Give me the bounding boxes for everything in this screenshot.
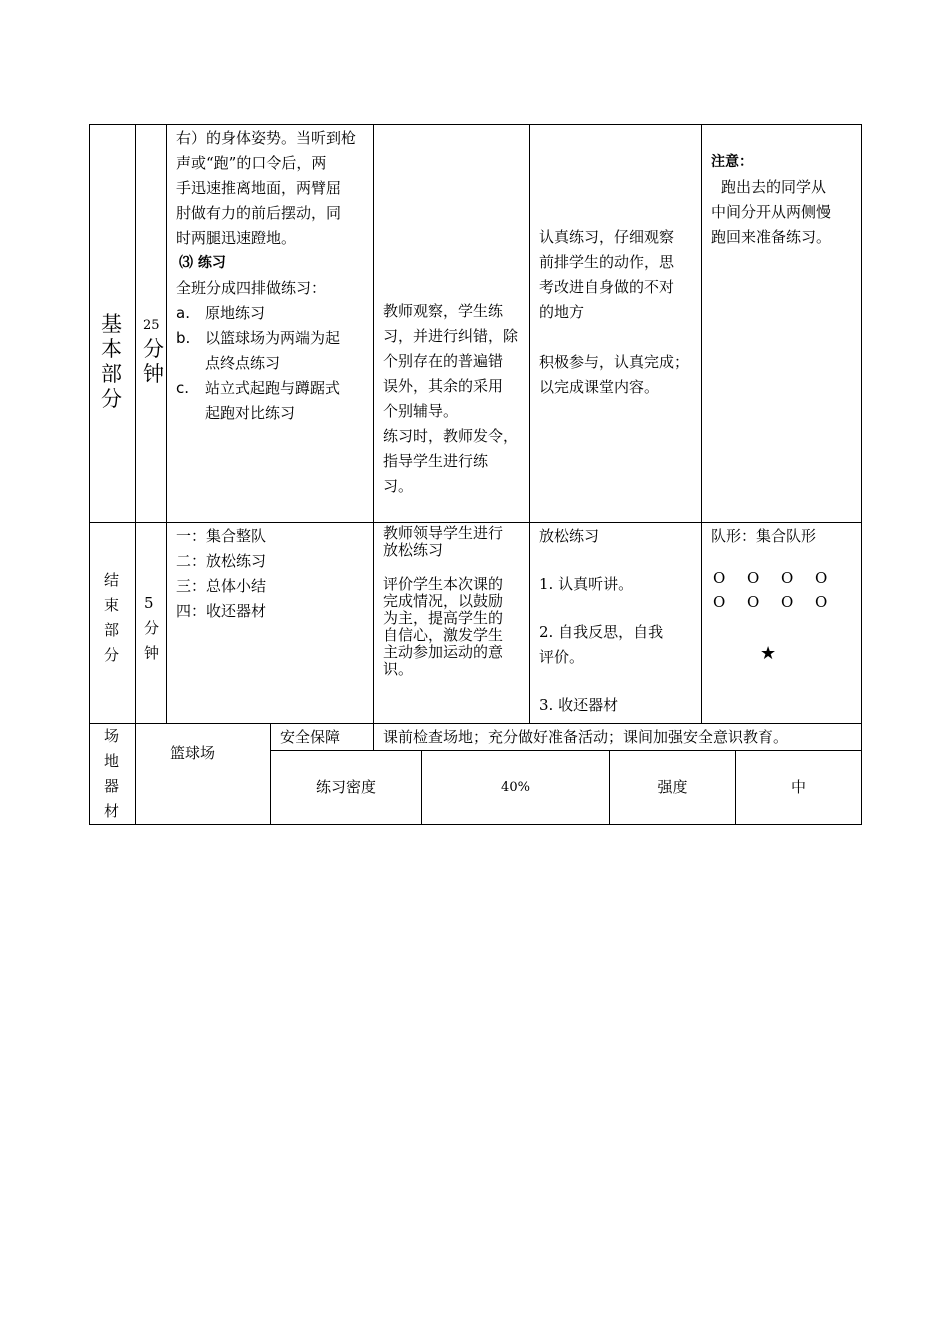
item-text: 点终点练习 [205,354,281,372]
label-char: 结 [104,571,120,589]
student-line: 1. 认真听讲。 [539,575,634,593]
content-line: 右）的身体姿势。当听到枪 [176,129,357,147]
practice-item-b [176,326,356,351]
teacher-line: 教师观察，学生练 [383,302,504,320]
intensity-value: 中 [790,778,806,796]
item-marker: a. [176,304,190,322]
intensity-label: 强度 [657,778,688,796]
venue-divider-place [270,723,271,825]
teacher-line: 教师领导学生进行 [383,524,504,542]
venue-section-label [104,724,119,824]
basic-teacher-activity [383,299,518,499]
content-line: 时两腿迅速蹬地。 [176,229,297,247]
label-char: 部 [104,621,120,639]
teacher-line: 为主，提高学生的 [383,609,504,627]
student-line: 认真练习，仔细观察 [539,228,675,246]
label-char: 部 [101,362,122,386]
item-text: 以篮球场为两端为起 [205,329,341,347]
student-marker: O [815,569,828,587]
teacher-star-icon: ★ [760,643,777,664]
teacher-line: 习。 [383,477,414,495]
student-line: 评价。 [539,648,585,666]
content-line: 二：放松练习 [176,552,267,570]
student-line: 以完成课堂内容。 [539,378,660,396]
label-char: 分 [104,646,120,664]
student-marker: O [815,593,828,611]
teacher-line: 指导学生进行练 [383,452,489,470]
teacher-line: 评价学生本次课的 [383,575,504,593]
basic-section-label [101,312,122,412]
ending-content [176,524,266,624]
time-unit-char: 钟 [143,362,164,386]
content-line: 声或“跑”的口令后，两 [176,154,327,172]
basic-time-number: 25 [143,318,160,333]
item-marker: b. [176,329,191,347]
item-text: 原地练习 [205,304,266,322]
table-border-top [89,124,862,125]
density-value: 40% [501,780,530,795]
label-char: 场 [104,727,120,745]
student-line: 2. 自我反思，自我 [539,623,664,641]
basic-time-unit [143,337,164,387]
content-line: 一：集合整队 [176,527,267,545]
label-char: 地 [104,752,120,770]
student-marker: O [781,569,794,587]
label-char: 器 [104,777,120,795]
ending-teacher-activity [383,525,503,678]
teacher-line: 主动参加运动的意 [383,643,504,661]
label-char: 本 [101,337,122,361]
venue-inner-divider [270,750,862,751]
ending-section-label [104,568,119,668]
practice-intro: 全班分成四排做练习： [176,279,327,297]
student-marker: O [713,593,726,611]
content-line: 手迅速推离地面，两臂屈 [176,179,342,197]
content-line: 四：收还器材 [176,602,267,620]
note-line: 跑回来准备练习。 [711,228,832,246]
basic-student-activity [539,225,689,400]
density-label: 练习密度 [315,778,376,796]
student-line: 的地方 [539,303,585,321]
item-marker: c. [176,379,190,397]
table-border-left [89,124,90,825]
label-char: 分 [101,387,122,411]
table-border-right [861,124,862,825]
student-marker: O [713,569,726,587]
table-border-bottom [89,824,862,825]
practice-item-a [176,301,356,326]
teacher-line: 放松练习 [383,541,444,559]
item-text: 起跑对比练习 [205,404,296,422]
note-line: 中间分开从两侧慢 [711,203,832,221]
teacher-line: 完成情况，以鼓励 [383,592,504,610]
col-divider-content [373,124,374,751]
student-line: 前排学生的动作，思 [539,253,675,271]
time-unit-char: 钟 [144,644,160,662]
student-line: 积极参与，认真完成； [539,353,690,371]
teacher-line: 个别存在的普遍错 [383,352,504,370]
col-divider-teacher [529,124,530,724]
content-line: 肘做有力的前后摆动，同 [176,204,342,222]
time-unit-char: 分 [144,619,160,637]
basic-content [176,126,356,426]
row-divider-ending-venue [89,723,862,724]
note-title: 注意： [711,154,753,170]
label-char: 基 [101,312,122,336]
safety-label: 安全保障 [280,728,341,746]
student-line: 考改进自身做的不对 [539,278,675,296]
row-divider-basic-ending [89,522,862,523]
col-divider-student [701,124,702,724]
teacher-line: 练习时，教师发令， [383,427,519,445]
ending-time-number: 5 [144,594,154,612]
teacher-line: 误外，其余的采用 [383,377,504,395]
teacher-line: 识。 [383,660,414,678]
venue-place: 篮球场 [170,744,216,762]
col-divider-time [166,124,167,724]
student-line: 3. 收还器材 [539,696,619,714]
practice-heading: ⑶ 练习 [179,255,226,271]
formation-title: 队形：集合队形 [711,527,817,545]
teacher-line: 习，并进行纠错，除 [383,327,519,345]
practice-item-c [176,376,356,401]
label-char: 束 [104,596,120,614]
time-unit-char: 分 [143,337,164,361]
student-marker: O [747,569,760,587]
content-line: 三：总体小结 [176,577,267,595]
teacher-line: 自信心，激发学生 [383,626,504,644]
col-divider-label [135,124,136,825]
basic-note [711,150,831,250]
student-marker: O [781,593,794,611]
teacher-line: 个别辅导。 [383,402,459,420]
ending-time [144,591,159,666]
student-line: 放松练习 [539,527,600,545]
note-line: 跑出去的同学从 [721,178,827,196]
label-char: 材 [104,802,120,820]
ending-student-activity [539,524,663,718]
item-text: 站立式起跑与蹲踞式 [205,379,341,397]
student-marker: O [747,593,760,611]
safety-text: 课前检查场地；充分做好准备活动；课间加强安全意识教育。 [383,728,789,746]
